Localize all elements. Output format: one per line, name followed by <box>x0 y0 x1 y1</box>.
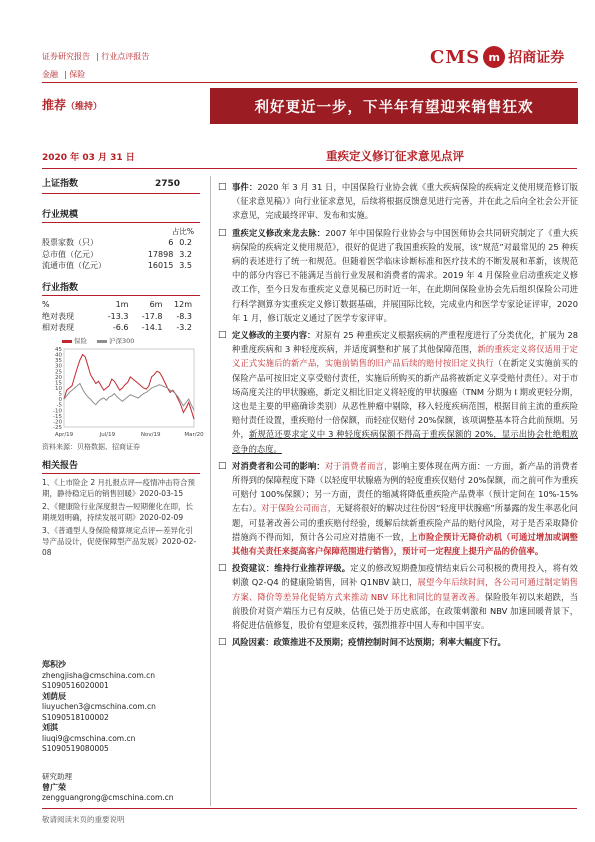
analyst-license: S1090516020001 <box>42 681 109 690</box>
x-tick-label: Mar/20 <box>184 432 204 438</box>
analyst-list <box>42 660 200 755</box>
scale-cell: 3.5 <box>179 261 192 270</box>
rating <box>42 96 102 113</box>
perf-cell: -8.3 <box>176 311 192 321</box>
industry-scale <box>42 207 200 272</box>
chart-source: 资料来源：贝格数据、招商证券 <box>42 443 140 451</box>
perf-col-header: 6m <box>149 300 163 309</box>
para-event: □ 事件：2020 年 3 月 31 日，中国保险行业协会就《重大疾病保险的疾病定义使用规范修订版（征求意见稿）》向行业征求意见，后续将根据反馈意见进行完善，并在此之后向全社会公开征求意见，完成最终评审、发布和实施。 <box>218 180 578 223</box>
related-report-item[interactable]: 1、《上市险企 2 月扎报点评—疫情冲击符合预期，静待稳定后的销售回暖》2020-03-15 <box>42 478 196 498</box>
performance-chart <box>42 345 204 443</box>
legend-item-insurance: 保险 <box>62 336 87 345</box>
report-subtype: | 行业点评报告 <box>96 52 150 61</box>
scale-cell: 总市值（亿元） <box>42 249 98 259</box>
y-tick-label: 10 <box>55 386 62 392</box>
chart-box <box>42 336 204 445</box>
subtitle-divider <box>42 168 577 169</box>
scale-table <box>42 237 192 272</box>
perf-col-header: 12m <box>174 300 192 309</box>
footer-divider <box>42 808 577 809</box>
report-date: 2020 年 03 月 31 日 <box>42 153 135 163</box>
analyst-license: S1090518100002 <box>42 712 109 722</box>
perf-row <box>42 311 192 323</box>
perf-row-label: 绝对表现 <box>42 311 74 321</box>
industry-perf-title: 行业指数 <box>42 280 200 296</box>
y-tick-label: -10 <box>53 408 62 415</box>
index-value: 2750 <box>154 179 180 189</box>
y-tick-label: 25 <box>55 369 62 376</box>
assistant-name: 曾广荣 <box>42 782 66 792</box>
industry-performance <box>42 280 200 334</box>
chart-legend <box>62 336 200 345</box>
y-tick-label: 35 <box>55 358 62 365</box>
perf-cell: -13.3 <box>107 311 129 321</box>
perf-col-header: % <box>42 300 50 309</box>
y-tick-label: 30 <box>55 363 62 370</box>
para-risks: □ 风险因素：政策推进不及预期；疫情控制时间不达预期；利率大幅度下行。 <box>218 635 578 649</box>
scale-cell: 股票家数（只） <box>42 238 98 247</box>
y-tick-label: -15 <box>53 413 62 420</box>
report-subtitle: 重疾定义修订征求意见点评 <box>326 149 464 163</box>
index-box <box>42 178 200 194</box>
assistant-email[interactable]: zengguangrong@cmschina.com.cn <box>42 793 174 802</box>
para-content: □ 定义修改的主要内容：对原有 25 种重疾定义根据疾病的严重程度进行了分类优化，扩展为 28 种重度疾病和 3 种轻度疾病，并适度调整和扩展了其他保障范围，新的重疾定义将仅适用于定义正式实施后的新产品，实施前销售的旧产品后续的赔付按旧定义执行（在新定义实施前买的保险产品可按旧定义享受赔付责任，实施后所购买的新产品将被新定义享受赔付责任）。对于市场高度关注的甲状腺癌，新定义相比旧定义将轻度的甲状腺癌（TNM 分期为 I 期或更轻分期，这也是主要的甲癌确诊类别）从恶性肿瘤中剔除，移入轻度疾病范围，根据目前主流的重疾险赔付责任设置，重疾赔付一倍保额，而轻症仅赔付 20%保额，该项调整基本符合此前预期。另外，新规范还要求定义中 3 种轻度疾病保额不得高于重疾保额的 20%，显示出协会杜绝粗放竞争的态度。 <box>218 328 578 456</box>
perf-table <box>42 299 192 334</box>
x-tick-label: Jul/19 <box>99 432 116 438</box>
analyst-license: S1090519080005 <box>42 744 109 753</box>
para-impact: □ 对消费者和公司的影响：对于消费者而言，影响主要体现在两方面：一方面，新产品的消费者所得到的保障程度下降（以轻度甲状腺癌为例的轻度重疾仅赔付 20%保额，而之前可作为重疾可赔付 100%保额）；另一方面，责任的缩减将降低重疾险产品费率（预计定间在 10%-15%左右）。对于保险公司而言，无疑将很好的解决过往份因“轻度甲状腺癌”所暴露的发生率恶化问题，可显著改善公司的重疾赔付经验，缓解后续新重疾险产品的赔付风险，对于是否采取降价措施尚不得而知，预计各公司应对措施不一致，上市险企预计无降价动机（可通过增加或调整其他有关责任来提高客户保障范围进行销售），预计可一定程度上提升产品的价值率。 <box>218 459 578 558</box>
scale-cell: 3.2 <box>179 249 192 259</box>
y-tick-label: 0 <box>58 397 62 404</box>
index-label: 上证指数 <box>42 179 79 189</box>
perf-cell: -6.6 <box>112 323 129 332</box>
rating-sub: （维持） <box>66 102 103 112</box>
perf-header-row <box>42 299 192 311</box>
main-body <box>218 180 578 653</box>
x-tick-label: Apr/19 <box>54 432 74 438</box>
analyst-email[interactable]: zhengjisha@cmschina.com.cn <box>42 670 156 680</box>
perf-cell: -17.8 <box>141 311 163 321</box>
y-tick-label: -20 <box>53 419 62 426</box>
analyst-name: 刘荫辰 <box>42 691 66 701</box>
y-tick-label: 45 <box>55 347 62 353</box>
perf-col-header: 1m <box>115 300 129 309</box>
subsector: | 保险 <box>64 70 86 79</box>
assistant-title: 研究助理 <box>42 772 72 781</box>
scale-cell: 6 <box>168 238 174 247</box>
footer-note: 敬请阅读末页的重要说明 <box>42 815 125 824</box>
logo-seal-icon: m <box>483 46 505 68</box>
related-title: 相关报告 <box>42 458 200 474</box>
brand-logo <box>430 45 564 69</box>
scale-row <box>42 237 192 249</box>
report-title-banner: 利好更近一步，下半年有望迎来销售狂欢 <box>210 88 578 124</box>
scale-cell: 16015 <box>147 261 174 270</box>
y-tick-label: 5 <box>58 391 62 398</box>
perf-row-label: 相对表现 <box>42 323 74 332</box>
rating-label: 推荐 <box>42 98 67 112</box>
industry-scale-title: 行业规模 <box>42 207 200 223</box>
x-tick-label: Nov/19 <box>140 432 161 438</box>
plot-frame <box>64 349 194 427</box>
report-category <box>42 48 155 84</box>
y-tick-label: -5 <box>56 402 62 409</box>
related-report-item[interactable]: 2、《健康险行业深度报告—短期催化在即，长期规划明确，持续发展可期》2020-02-09 <box>42 502 194 522</box>
related-report-item[interactable]: 3、《普通型人身保险精算规定点评—差异化引导产品设计，促使保障型产品发展》2020-02-08 <box>42 526 197 557</box>
y-tick-label: 40 <box>55 352 62 359</box>
logo-cn: 招商证券 <box>508 50 565 66</box>
scale-row <box>42 260 192 272</box>
scale-cell: 0.2 <box>179 238 192 247</box>
scale-col-header: 占比% <box>171 227 194 236</box>
series-line-insurance <box>64 355 194 420</box>
para-recommendation: □ 投资建议：维持行业推荐评级。定义的修改短期叠加疫情结束后公司积极的费用投入，将有效刺激 Q2-Q4 的健康险销售，回补 Q1NBV 缺口，展望今年后续时间，各公司可通过制定销售方案、降价等差异化促销方式来推动 NBV 环比和同比的显著改善。保险股年初以来超跌，当前股价对资产端压力已有反映，估值已处于历史底部，在政策刺激和 NBV 加速回暖背景下，将促进估值修复，股价有望迎来反转，强烈推荐中国人寿和中国平安。 <box>218 561 578 632</box>
y-tick-label: 15 <box>55 380 62 387</box>
report-type: 证券研究报告 <box>42 52 90 61</box>
perf-cell: -3.2 <box>176 323 192 332</box>
scale-cell: 流通市值（亿元） <box>42 261 106 270</box>
y-tick-label: -25 <box>53 425 62 431</box>
scale-row <box>42 249 192 261</box>
legend-item-csi300: 沪深300 <box>97 336 134 345</box>
analyst-name: 郑积沙 <box>42 660 66 669</box>
y-tick-label: 20 <box>55 374 62 381</box>
series-line-csi300 <box>64 384 194 411</box>
analyst-name: 刘淇 <box>42 723 58 732</box>
research-assistant <box>42 772 200 804</box>
analyst-email[interactable]: liuyuchen3@cmschina.com.cn <box>42 702 156 711</box>
related-reports <box>42 458 200 560</box>
para-background: □ 重疾定义修改来龙去脉：2007 年中国保险行业协会与中国医师协会共同研究制定了《重大疾病保险的疾病定义使用规范》，很好的促进了我国重疾险的发展，该“规范”对最常见的 25 种疾病的表述进行了统一和规范。但随着医学临床诊断标准和医疗技术的不断发展和革新，该规范中的部分内容已不能满足当前行业发展和消费者的需求。2019 年 4 月保险业启动重疾定义修改工作，至今日发布重疾定义意见稿已历时近一年，在此期间保险业协会先后组织保险公司进行科学测算夯实重疾定义修订数据基础，并展国际比较，完成业内和医学专家论证评审，2020 年 1 月，修订版定义通过了医学专家评审。 <box>218 226 578 325</box>
perf-cell: -14.1 <box>141 323 163 332</box>
analyst-email[interactable]: liuqi9@cmschina.com.cn <box>42 733 136 743</box>
logo-latin: CMS <box>430 46 481 68</box>
column-divider <box>210 176 211 806</box>
header-divider <box>42 82 577 83</box>
scale-cell: 17898 <box>147 249 174 259</box>
perf-row <box>42 322 192 334</box>
sector: 金融 <box>42 70 58 79</box>
